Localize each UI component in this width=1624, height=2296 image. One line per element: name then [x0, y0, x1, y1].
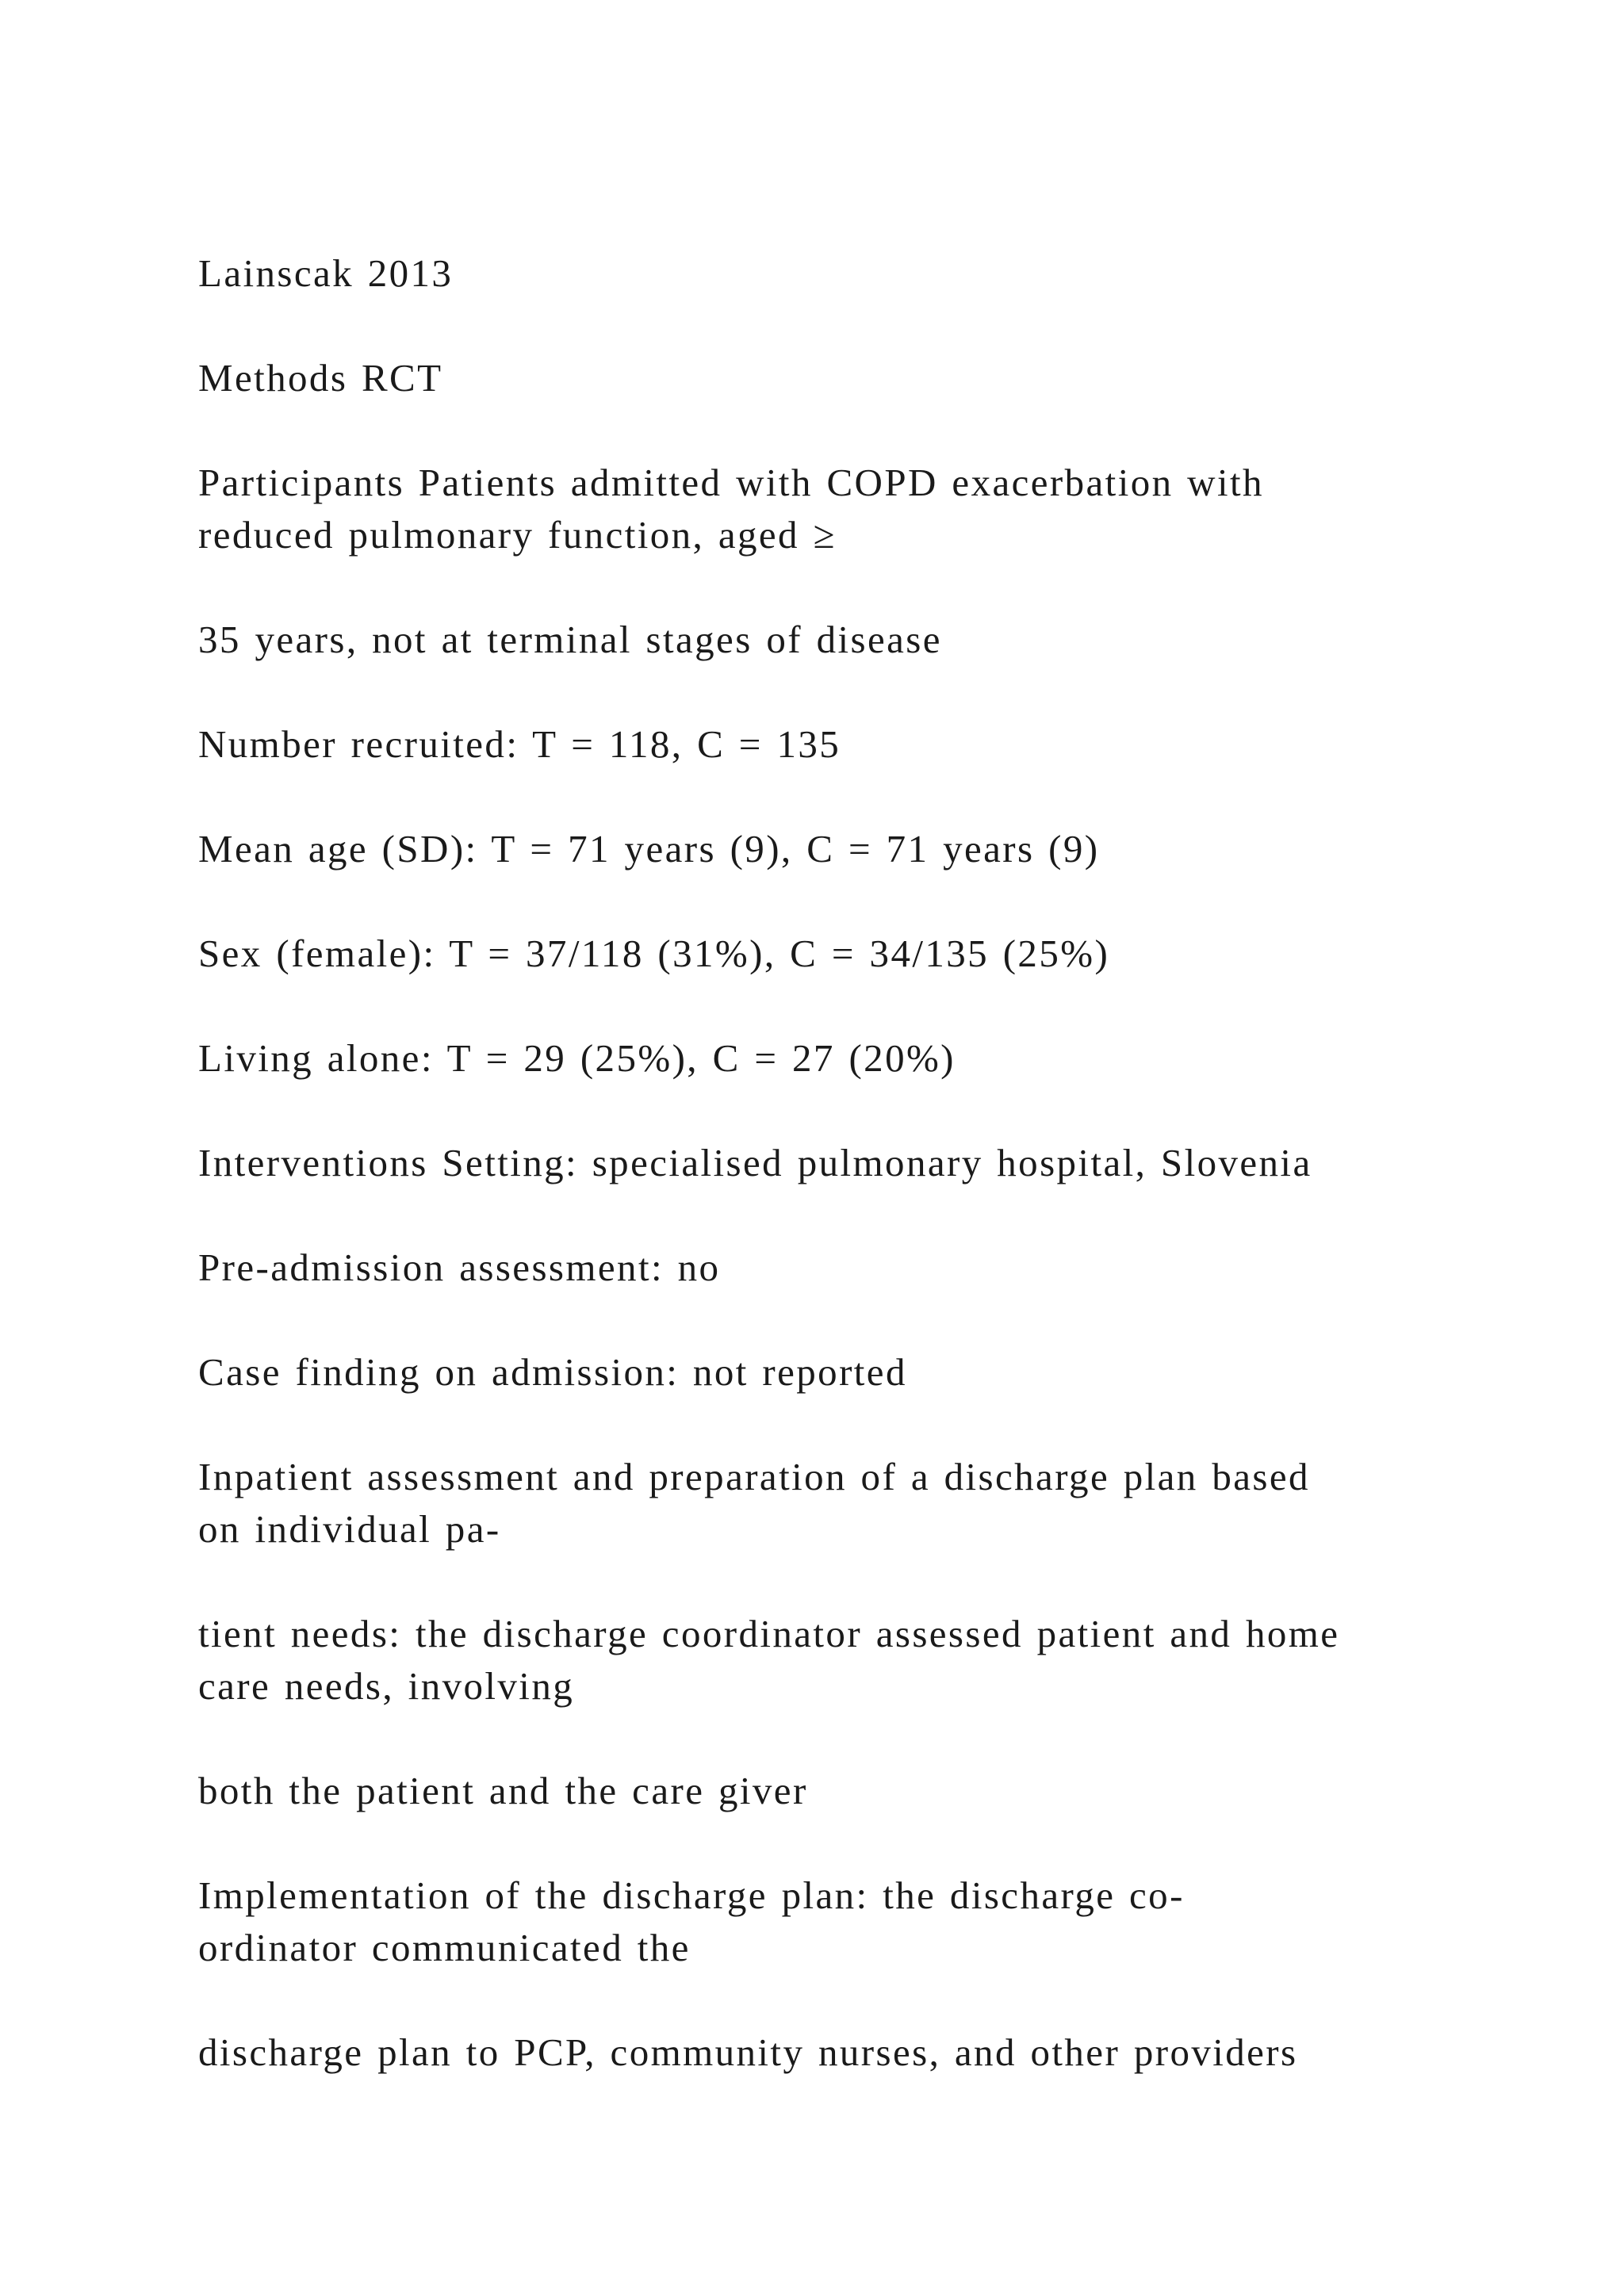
- paragraph-sex: [198, 928, 1451, 980]
- paragraph-case-finding: [198, 1346, 1451, 1399]
- text-line: Living alone: T = 29 (25%), C = 27 (20%): [198, 1036, 956, 1080]
- paragraph-discharge-communication: [198, 2026, 1451, 2079]
- text-line: Pre-admission assessment: no: [198, 1246, 721, 1289]
- text-line: Interventions Setting: specialised pulmonary hospital, Slovenia: [198, 1141, 1312, 1184]
- text-line: Participants Patients admitted with COPD exacerbation with: [198, 461, 1264, 504]
- text-line: on individual pa-: [198, 1507, 501, 1551]
- text-line: both the patient and the care giver: [198, 1769, 808, 1812]
- paragraph-patient-needs: [198, 1608, 1451, 1712]
- paragraph-interventions: [198, 1137, 1451, 1189]
- text-line: Methods RCT: [198, 356, 443, 400]
- text-line: Case finding on admission: not reported: [198, 1350, 907, 1394]
- text-line: care needs, involving: [198, 1664, 575, 1708]
- paragraph-implementation: [198, 1869, 1451, 1974]
- paragraph-living-alone: [198, 1032, 1451, 1085]
- text-line: Lainscak 2013: [198, 251, 454, 295]
- text-line: discharge plan to PCP, community nurses, and other providers: [198, 2030, 1298, 2074]
- text-line: Sex (female): T = 37/118 (31%), C = 34/135 (25%): [198, 932, 1110, 975]
- paragraph-inpatient-assessment: [198, 1451, 1451, 1556]
- paragraph-mean-age: [198, 823, 1451, 875]
- text-line: Inpatient assessment and preparation of a discharge plan based: [198, 1455, 1310, 1498]
- paragraph-number-recruited: [198, 718, 1451, 771]
- paragraph-pre-admission: [198, 1242, 1451, 1294]
- text-line: Mean age (SD): T = 71 years (9), C = 71 years (9): [198, 827, 1100, 871]
- paragraph-study-id: [198, 247, 1451, 300]
- text-line: ordinator communicated the: [198, 1926, 691, 1969]
- document-body: [198, 247, 1451, 2131]
- text-line: Number recruited: T = 118, C = 135: [198, 722, 841, 766]
- text-line: tient needs: the discharge coordinator assessed patient and home: [198, 1612, 1340, 1655]
- paragraph-age-criteria: [198, 614, 1451, 666]
- text-line: Implementation of the discharge plan: the discharge co-: [198, 1873, 1185, 1917]
- paragraph-methods: [198, 352, 1451, 404]
- text-line: 35 years, not at terminal stages of disease: [198, 618, 942, 661]
- text-line: reduced pulmonary function, aged ≥: [198, 513, 837, 557]
- paragraph-participants: [198, 457, 1451, 561]
- paragraph-care-giver: [198, 1765, 1451, 1817]
